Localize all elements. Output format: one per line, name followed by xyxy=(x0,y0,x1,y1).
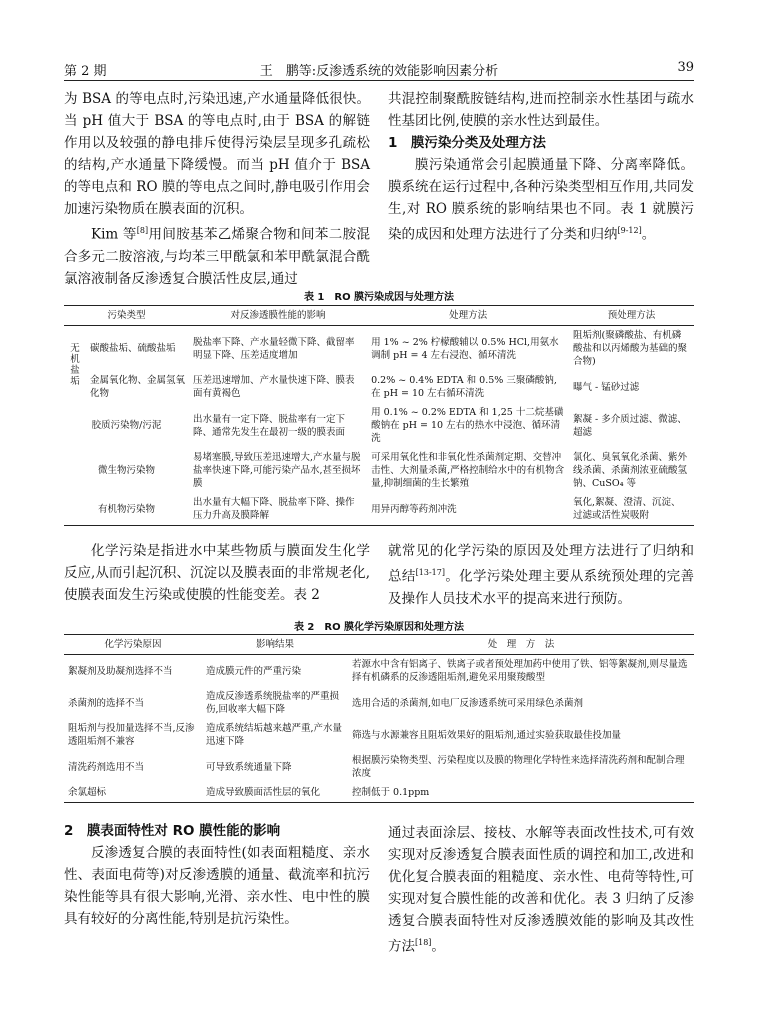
table-cell: 清洗药剂选用不当 xyxy=(68,761,145,773)
text: 。 xyxy=(641,226,656,243)
table-caption: 表 2 RO 膜化学污染原因和处理方法 xyxy=(293,622,465,633)
table-cell: 絮凝剂及助凝剂选择不当 xyxy=(68,665,173,677)
text: 。 xyxy=(431,938,445,955)
table-cell: 絮凝 - 多介质过滤、微滤、超滤 xyxy=(573,413,687,438)
table-cell: 造成系统结垢越来越严重,产水量迅速下降 xyxy=(206,723,343,747)
table-row xyxy=(64,783,694,803)
section-heading: 2 膜表面特性对 RO 膜性能的影响 xyxy=(64,823,281,839)
text-column-mid-right xyxy=(388,540,694,610)
table-cell: 胶质污染物/污泥 xyxy=(91,420,162,431)
citation: [9-12] xyxy=(617,226,642,235)
table-header-row xyxy=(64,635,694,655)
table-row xyxy=(64,403,694,448)
table-cell: 可采用氧化性和非氧化性杀菌剂定期、交替冲击性、大剂量杀菌,严格控制给水中的有机物含量,抑制细菌的生长繁殖 xyxy=(371,452,565,489)
text-column-mid-left xyxy=(64,540,370,606)
table-row xyxy=(64,371,694,403)
column-header: 化学污染原因 xyxy=(64,635,202,655)
citation: [8] xyxy=(136,226,149,235)
table-cell: 压差迅速增加、产水量快速下降、膜表面有黄褐色 xyxy=(192,375,355,399)
table-row xyxy=(64,655,694,688)
table-cell: 杀菌剂的选择不当 xyxy=(68,697,145,709)
text: Kim 等 xyxy=(91,226,137,243)
table-cell: 若源水中含有铝离子、铁离子或者预处理加药中使用了铁、铝等絮凝剂,则尽量选择有机磷系的反渗透阻垢剂,避免采用聚羧酸型 xyxy=(352,659,688,683)
text: 通过表面涂层、接枝、水解等表面改性技术,可有效实现对反渗透复合膜表面性质的调控和加工,改进和优化复合膜表面的粗糙度、亲水性、电荷等特性,可实现对复合膜性能的改善和优化。表 3 归纳了反渗透复合膜表面特性对反渗透膜效能的影响及其改性方法 xyxy=(388,825,694,955)
table-caption: 表 1 RO 膜污染成因与处理方法 xyxy=(303,292,455,303)
table-cell: 选用合适的杀菌剂,如电厂反渗透系统可采用绿色杀菌剂 xyxy=(352,697,584,709)
running-title: 王 鹏等:反渗透系统的效能影响因素分析 xyxy=(259,64,499,79)
running-header xyxy=(64,58,694,81)
text-column-top-left xyxy=(64,88,370,290)
table-row xyxy=(64,751,694,783)
table-cell: 氯化、臭氧氧化杀菌、紫外线杀菌、杀菌剂浓亚硫酸氢钠、CuSO₄ 等 xyxy=(573,452,688,489)
table-cell: 金属氧化物、金属氢氧化物 xyxy=(89,375,185,399)
table-cell: 用 0.1% ~ 0.2% EDTA 和 1,25 十二烷基磺酸钠在 pH = 10 左右的热水中浸泡、循环清洗 xyxy=(371,407,564,444)
table-cell: 氧化,絮凝、澄清、沉淀、过滤或活性炭吸附 xyxy=(569,493,694,526)
column-header: 处理方法 xyxy=(367,306,569,326)
table-cell: 碳酸盐垢、硫酸盐垢 xyxy=(89,343,176,354)
paragraph xyxy=(64,220,370,290)
table-2 xyxy=(64,634,694,803)
table-1 xyxy=(64,305,694,526)
table-cell: 造成导致膜面活性层的氧化 xyxy=(202,783,348,803)
issue-number: 第 2 期 xyxy=(64,64,107,79)
paragraph xyxy=(388,540,694,610)
table-row xyxy=(64,687,694,719)
table-cell: 阻垢剂(聚磷酸盐、有机磷酸盐和以丙烯酸为基础的聚合物) xyxy=(573,330,688,367)
table-row xyxy=(64,719,694,751)
table-cell: 造成反渗透系统脱盐率的严重损伤,回收率大幅下降 xyxy=(206,691,340,715)
paragraph: 化学污染是指进水中某些物质与膜面发生化学反应,从而引起沉积、沉淀以及膜表面的非常规老化,使膜表面发生污染或使膜的性能变差。表 2 xyxy=(64,543,370,603)
citation: [13-17] xyxy=(415,568,445,577)
paragraph xyxy=(388,822,694,958)
text: 。化学污染处理主要从系统预处理的完善及操作人员技术水平的提高来进行预防。 xyxy=(388,568,695,607)
table-cell: 用异丙醇等药剂冲洗 xyxy=(367,493,569,526)
text-column-bottom-left xyxy=(64,820,370,930)
table-cell: 微生物污染物 xyxy=(97,465,155,476)
page-number: 39 xyxy=(677,60,694,75)
table-cell: 造成膜元件的严重污染 xyxy=(206,665,302,677)
table-cell: 有机物污染物 xyxy=(64,493,189,526)
section-heading: 1 膜污染分类及处理方法 xyxy=(388,135,546,151)
text: 就常见的化学污染的原因及处理方法进行了归纳和总结 xyxy=(388,543,694,585)
table-row xyxy=(64,493,694,526)
text-column-top-right xyxy=(388,88,694,246)
column-header: 预处理方法 xyxy=(569,306,694,326)
table-row xyxy=(64,326,694,372)
table-cell: 出水量有一定下降、脱盐率有一定下降、通常先发生在最初一级的膜表面 xyxy=(192,413,345,438)
paragraph: 反渗透复合膜的表面特性(如表面粗糙度、亲水性、表面电荷等)对反渗透膜的通量、截流率和抗污染性能等具有很大影响,光滑、亲水性、电中性的膜具有较好的分离性能,特别是抗污染性。 xyxy=(64,845,370,927)
table-cell: 筛选与水源兼容且阻垢效果好的阻垢剂,通过实验获取最佳投加量 xyxy=(352,729,622,741)
table-cell: 控制低于 0.1ppm xyxy=(348,783,694,803)
column-header: 对反渗透膜性能的影响 xyxy=(189,306,367,326)
table-cell: 阻垢剂与投加量选择不当,反渗透阻垢剂不兼容 xyxy=(68,723,195,747)
table-cell: 易堵塞膜,导致压差迅速增大,产水量与脱盐率快速下降,可能污染产品水,甚至损坏膜 xyxy=(192,452,361,489)
table-cell: 脱盐率下降、产水量轻微下降、截留率明显下降、压差适度增加 xyxy=(192,336,355,361)
column-header: 处 理 方 法 xyxy=(348,635,694,655)
row-group-label: 无机盐垢 xyxy=(70,342,80,387)
paragraph: 共混控制聚酰胺链结构,进而控制亲水性基团与疏水性基团比例,使膜的亲水性达到最佳。 xyxy=(388,91,694,129)
table-cell: 曝气 - 锰砂过滤 xyxy=(573,381,640,393)
table-cell: 用 1% ~ 2% 柠檬酸辅以 0.5% HCl,用氨水调制 pH = 4 左右浸泡、循环清洗 xyxy=(371,336,559,361)
table-cell: 0.2% ~ 0.4% EDTA 和 0.5% 三聚磷酸钠,在 pH = 10 左右循环清洗 xyxy=(371,375,557,399)
table-header-row xyxy=(64,306,694,326)
paragraph xyxy=(388,154,694,246)
table-cell: 余氯超标 xyxy=(64,783,202,803)
column-header: 影响结果 xyxy=(202,635,348,655)
text: 膜污染通常会引起膜通量下降、分离率降低。膜系统在运行过程中,各种污染类型相互作用,共同发生,对 RO 膜系统的影响结果也不同。表 1 就膜污染的成因和处理方法进行了分类和归纳 xyxy=(388,157,694,243)
paragraph: 为 BSA 的等电点时,污染迅速,产水通量降低很快。当 pH 值大于 BSA 的等电点时,由于 BSA 的解链作用以及较强的静电排斥使得污染层呈现多孔疏松的结构,产水通量下降缓慢。而当 pH 值介于 BSA 的等电点和 RO 膜的等电点之间时,静电吸引作用会加速污染物质在膜表面的沉积。 xyxy=(64,91,370,217)
citation: [18] xyxy=(415,938,432,947)
text-column-bottom-right xyxy=(388,822,694,958)
table-cell: 出水量有大幅下降、脱盐率下降、操作压力升高及膜降解 xyxy=(189,493,367,526)
table-cell: 根据膜污染物类型、污染程度以及膜的物理化学特性来选择清洗药剂和配制合理浓度 xyxy=(352,755,685,779)
column-header: 污染类型 xyxy=(64,306,189,326)
text: 用间胺基苯乙烯聚合物和间苯二胺混合多元二胺溶液,与均苯三甲酰氯和苯甲酰氯混合酰氯溶液制备反渗透复合膜活性皮层,通过 xyxy=(64,226,371,287)
table-row xyxy=(64,448,694,493)
table-cell: 可导致系统通量下降 xyxy=(206,761,292,773)
